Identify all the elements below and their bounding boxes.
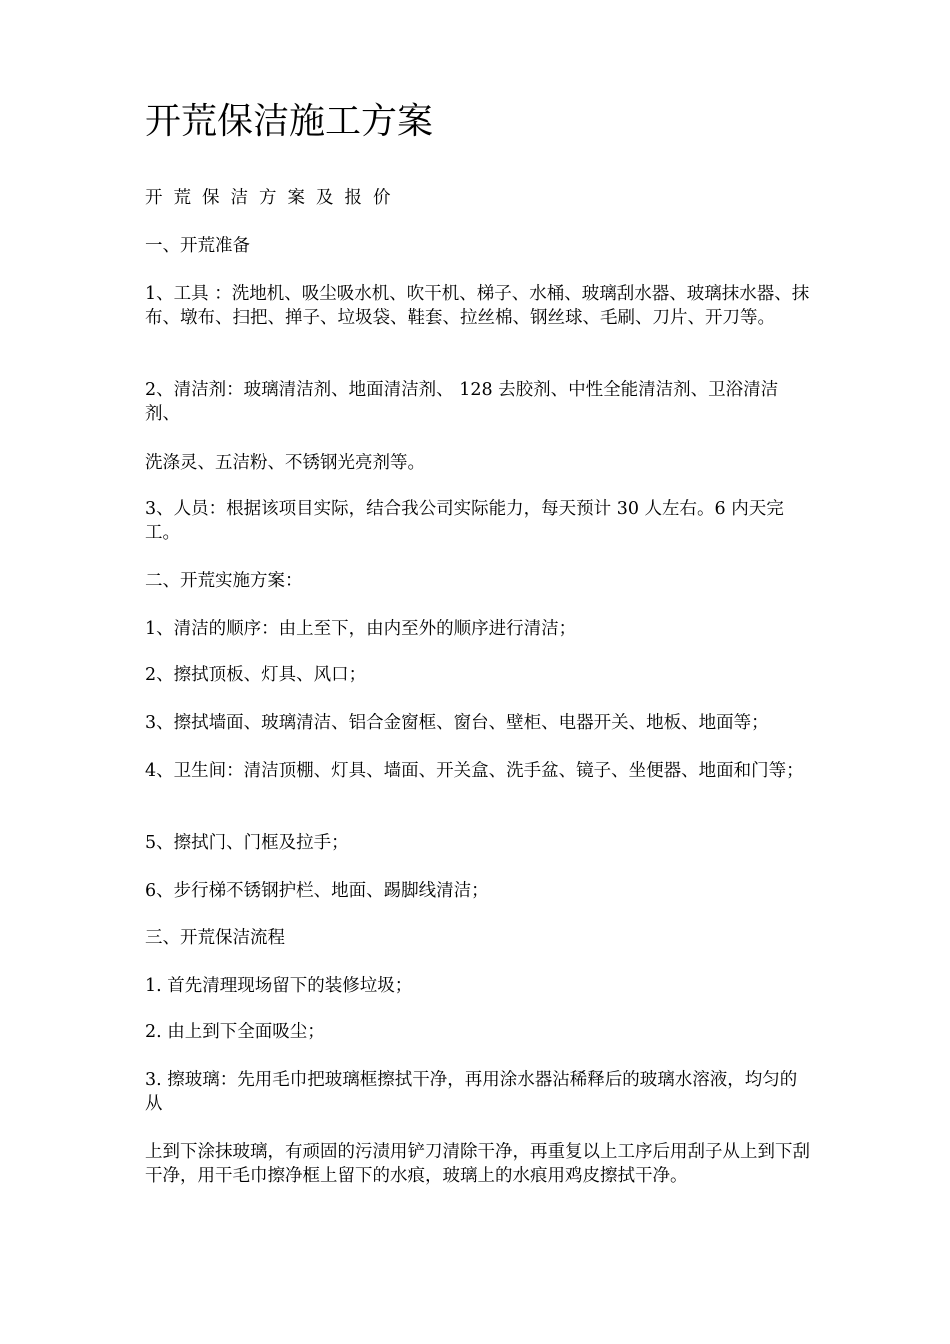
paragraph-cleaners-continued: 洗涤灵、五洁粉、不锈钢光亮剂等。	[145, 453, 425, 473]
paragraph-tools: 1、工具 ：洗地机、吸尘吸水机、吹干机、梯子、水桶、玻璃刮水器、玻璃抹水器、抹布、墩布、扫把、掸子、垃圾袋、鞋套、拉丝棉、钢丝球、毛刷、刀片、开刀等。	[145, 284, 810, 328]
paragraph-ceiling: 2、擦拭顶板、灯具、风口；	[145, 665, 367, 685]
paragraph-walls: 3、擦拭墙面、玻璃清洁、铝合金窗框、窗台、壁柜、电器开关、地板、地面等；	[145, 713, 769, 733]
document-title: 开荒保洁施工方案	[145, 101, 434, 142]
paragraph-stairs: 6、步行梯不锈钢护栏、地面、踢脚线清洁；	[145, 881, 489, 901]
section-heading-implementation: 二、开荒实施方案：	[145, 571, 303, 591]
paragraph-step-1: 1. 首先清理现场留下的装修垃圾；	[145, 976, 413, 996]
paragraph-step-3-continued: 上到下涂抹玻璃，有顽固的污渍用铲刀清除干净，再重复以上工序后用刮子从上到下刮干净，用干毛巾擦净框上留下的水痕，玻璃上的水痕用鸡皮擦拭干净。	[145, 1142, 810, 1186]
section-heading-process: 三、开荒保洁流程	[145, 928, 285, 948]
section-heading-preparation: 一、开荒准备	[145, 236, 250, 256]
paragraph-bathroom: 4、卫生间：清洁顶棚、灯具、墙面、开关盒、洗手盆、镜子、坐便器、地面和门等；	[145, 761, 804, 781]
document-subtitle: 开荒保洁方案及报价	[145, 188, 402, 208]
paragraph-staff: 3、人员：根据该项目实际，结合我公司实际能力，每天预计 30 人左右。6 内天完工。	[145, 499, 784, 543]
paragraph-cleaners: 2、清洁剂：玻璃清洁剂、地面清洁剂、 128 去胶剂、中性全能清洁剂、卫浴清洁剂、	[145, 380, 779, 424]
paragraph-doors: 5、擦拭门、门框及拉手；	[145, 833, 349, 853]
paragraph-step-3: 3. 擦玻璃：先用毛巾把玻璃框擦拭干净，再用涂水器沾稀释后的玻璃水溶液，均匀的从	[145, 1070, 798, 1114]
paragraph-step-2: 2. 由上到下全面吸尘；	[145, 1022, 325, 1042]
paragraph-order: 1、清洁的顺序：由上至下，由内至外的顺序进行清洁；	[145, 619, 577, 639]
